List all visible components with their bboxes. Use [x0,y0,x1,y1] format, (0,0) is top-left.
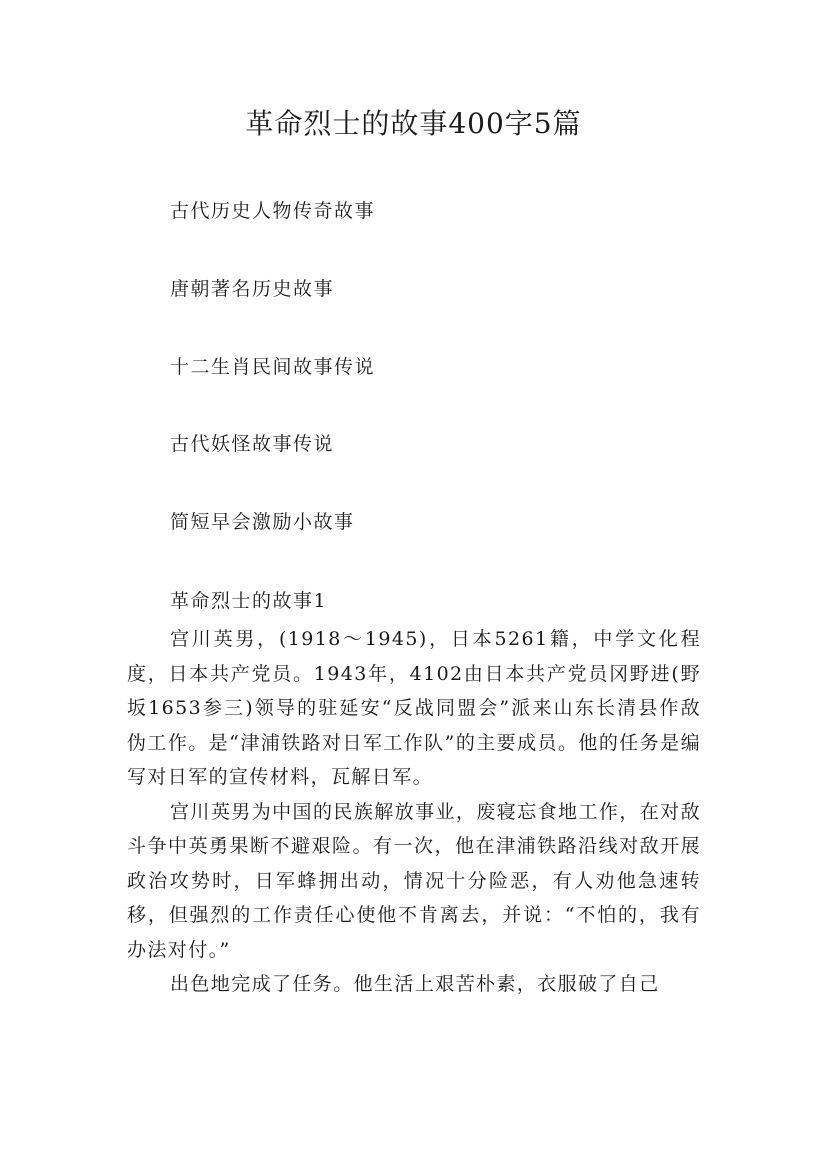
body-paragraph: 宫川英男，(1918～1945)，日本5261籍，中学文化程度，日本共产党员。1943年，4102由日本共产党员冈野进(野坂1653参三)领导的驻延安“反战同盟会”派来山东长清县作敌伪工作。是“津浦铁路对日军工作队”的主要成员。他的任务是编写对日军的宣传材料，瓦解日军。 [127,628,701,788]
story-heading: 革命烈士的故事1 [170,590,328,612]
body-paragraph: 出色地完成了任务。他生活上艰苦朴素，衣服破了自己 [170,973,660,995]
related-link-item[interactable]: 古代妖怪故事传说 [170,433,335,455]
related-link-item[interactable]: 唐朝著名历史故事 [170,278,335,300]
document-title: 革命烈士的故事400字5篇 [245,107,582,140]
body-paragraph: 宫川英男为中国的民族解放事业，废寝忘食地工作，在对敌斗争中英勇果断不避艰险。有一次，他在津浦铁路沿线对敌开展政治攻势时，日军蜂拥出动，情况十分险恶，有人劝他急速转移，但强烈的工作责任心使他不肯离去，并说：“不怕的，我有办法对付。” [127,800,701,961]
related-link-item[interactable]: 古代历史人物传奇故事 [170,200,376,222]
related-link-item[interactable]: 十二生肖民间故事传说 [170,356,376,378]
related-link-item[interactable]: 简短早会激励小故事 [170,511,355,533]
story-body [127,622,701,1002]
